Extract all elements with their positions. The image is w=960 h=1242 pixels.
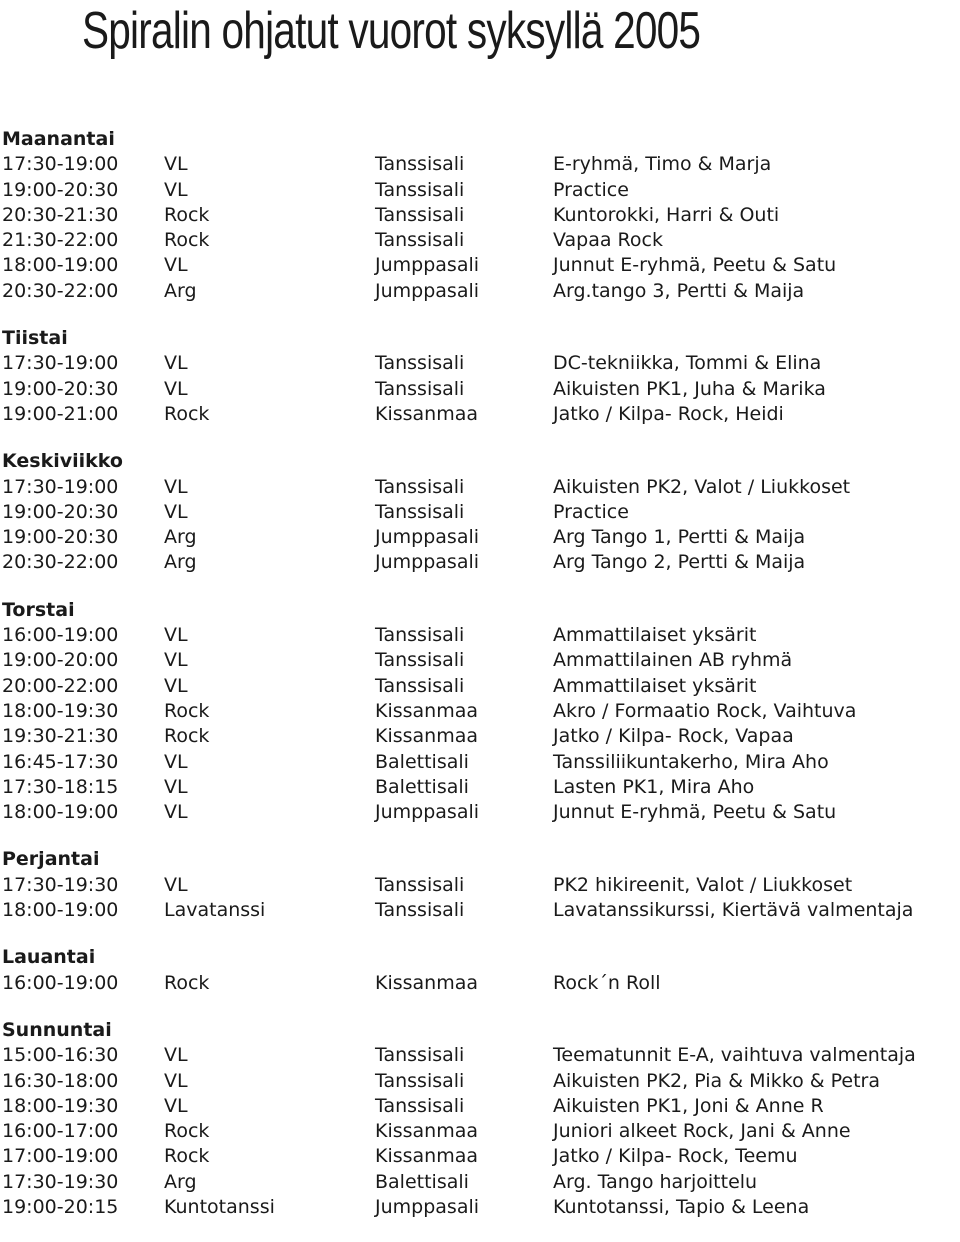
time-cell: 19:00-20:30 xyxy=(2,178,119,201)
hall-cell: Jumppasali xyxy=(375,279,480,302)
time-cell: 18:00-19:00 xyxy=(2,801,119,824)
dance-style-cell: Rock xyxy=(164,971,210,994)
time-cell: 20:30-21:30 xyxy=(2,203,119,226)
hall-cell: Jumppasali xyxy=(375,254,480,277)
dance-style-cell: VL xyxy=(164,873,188,896)
hall-cell: Jumppasali xyxy=(375,551,480,574)
hall-cell: Tanssisali xyxy=(375,899,465,922)
schedule-row xyxy=(2,279,960,304)
day-block-thursday xyxy=(2,598,960,826)
group-cell: Ammattilainen AB ryhmä xyxy=(553,649,793,672)
hall-cell: Balettisali xyxy=(375,750,469,773)
schedule-row xyxy=(2,1195,960,1220)
hall-cell: Kissanmaa xyxy=(375,699,479,722)
hall-cell: Tanssisali xyxy=(375,873,465,896)
dance-style-cell: VL xyxy=(164,750,188,773)
time-cell: 20:30-22:00 xyxy=(2,279,119,302)
group-cell: Tanssiliikuntakerho, Mira Aho xyxy=(553,750,829,773)
group-cell: Aikuisten PK2, Pia & Mikko & Petra xyxy=(553,1069,880,1092)
hall-cell: Tanssisali xyxy=(375,153,465,176)
schedule-row xyxy=(2,475,960,500)
dance-style-cell: VL xyxy=(164,775,188,798)
time-cell: 20:30-22:00 xyxy=(2,551,119,574)
group-cell: Lasten PK1, Mira Aho xyxy=(553,775,755,798)
hall-cell: Jumppasali xyxy=(375,526,480,549)
group-cell: Akro / Formaatio Rock, Vaihtuva xyxy=(553,699,857,722)
group-cell: PK2 hikireenit, Valot / Liukkoset xyxy=(553,873,853,896)
time-cell: 18:00-19:30 xyxy=(2,699,119,722)
schedule-row xyxy=(2,699,960,724)
schedule-row xyxy=(2,971,960,996)
schedule-row xyxy=(2,525,960,550)
hall-cell: Tanssisali xyxy=(375,229,465,252)
schedule xyxy=(2,127,960,1242)
dance-style-cell: Rock xyxy=(164,1145,210,1168)
hall-cell: Tanssisali xyxy=(375,352,465,375)
dance-style-cell: VL xyxy=(164,475,188,498)
schedule-row xyxy=(2,402,960,427)
dance-style-cell: Rock xyxy=(164,725,210,748)
hall-cell: Balettisali xyxy=(375,775,469,798)
hall-cell: Tanssisali xyxy=(375,1069,465,1092)
time-cell: 19:00-20:00 xyxy=(2,649,119,672)
hall-cell: Tanssisali xyxy=(375,500,465,523)
time-cell: 17:30-19:00 xyxy=(2,153,119,176)
schedule-row xyxy=(2,750,960,775)
schedule-row xyxy=(2,1119,960,1144)
group-cell: Junnut E-ryhmä, Peetu & Satu xyxy=(553,801,837,824)
schedule-row xyxy=(2,898,960,923)
time-cell: 17:30-18:15 xyxy=(2,775,119,798)
group-cell: E-ryhmä, Timo & Marja xyxy=(553,153,772,176)
hall-cell: Kissanmaa xyxy=(375,1120,479,1143)
hall-cell: Kissanmaa xyxy=(375,725,479,748)
schedule-row xyxy=(2,253,960,278)
dance-style-cell: VL xyxy=(164,377,188,400)
hall-cell: Tanssisali xyxy=(375,377,465,400)
group-cell: Teematunnit E-A, vaihtuva valmentaja xyxy=(553,1044,916,1067)
schedule-row xyxy=(2,178,960,203)
dance-style-cell: VL xyxy=(164,254,188,277)
time-cell: 17:30-19:00 xyxy=(2,475,119,498)
day-heading: Perjantai xyxy=(2,848,100,871)
schedule-row xyxy=(2,1144,960,1169)
schedule-row xyxy=(2,1094,960,1119)
day-heading: Tiistai xyxy=(2,327,68,350)
group-cell: Jatko / Kilpa- Rock, Teemu xyxy=(553,1145,798,1168)
schedule-row xyxy=(2,724,960,749)
group-cell: Arg Tango 1, Pertti & Maija xyxy=(553,526,806,549)
day-heading: Maanantai xyxy=(2,128,115,150)
schedule-row xyxy=(2,623,960,648)
time-cell: 21:30-22:00 xyxy=(2,229,119,252)
day-heading: Torstai xyxy=(2,598,75,621)
schedule-row xyxy=(2,674,960,699)
schedule-row xyxy=(2,351,960,376)
hall-cell: Balettisali xyxy=(375,1170,469,1193)
hall-cell: Tanssisali xyxy=(375,624,465,647)
time-cell: 19:00-20:30 xyxy=(2,377,119,400)
schedule-row xyxy=(2,203,960,228)
dance-style-cell: Arg xyxy=(164,526,197,549)
hall-cell: Kissanmaa xyxy=(375,402,479,425)
dance-style-cell: Rock xyxy=(164,1120,210,1143)
time-cell: 19:00-21:00 xyxy=(2,402,119,425)
dance-style-cell: Rock xyxy=(164,402,210,425)
group-cell: Arg Tango 2, Pertti & Maija xyxy=(553,551,806,574)
dance-style-cell: Arg xyxy=(164,279,197,302)
group-cell: Kuntorokki, Harri & Outi xyxy=(553,203,780,226)
dance-style-cell: VL xyxy=(164,178,188,201)
group-cell: Vapaa Rock xyxy=(553,229,663,252)
dance-style-cell: Arg xyxy=(164,1170,197,1193)
group-cell: Ammattilaiset yksärit xyxy=(553,674,757,697)
day-block-sunday xyxy=(2,1018,960,1220)
time-cell: 19:00-20:15 xyxy=(2,1195,119,1218)
group-cell: Lavatanssikurssi, Kiertävä valmentaja xyxy=(553,899,914,922)
group-cell: Aikuisten PK2, Valot / Liukkoset xyxy=(553,475,851,498)
group-cell: Junnut E-ryhmä, Peetu & Satu xyxy=(553,254,837,277)
group-cell: Arg.tango 3, Pertti & Maija xyxy=(553,279,805,302)
time-cell: 16:30-18:00 xyxy=(2,1069,119,1092)
group-cell: Jatko / Kilpa- Rock, Vapaa xyxy=(553,725,794,748)
group-cell: Rock´n Roll xyxy=(553,971,661,994)
schedule-row xyxy=(2,648,960,673)
group-cell: Practice xyxy=(553,500,629,523)
day-block-wednesday xyxy=(2,449,960,575)
dance-style-cell: Kuntotanssi xyxy=(164,1195,275,1218)
page-title: Spiralin ohjatut vuorot syksyllä 2005 xyxy=(82,2,701,60)
time-cell: 16:00-19:00 xyxy=(2,971,119,994)
hall-cell: Tanssisali xyxy=(375,1094,465,1117)
schedule-row xyxy=(2,873,960,898)
schedule-row xyxy=(2,152,960,177)
dance-style-cell: Rock xyxy=(164,203,210,226)
group-cell: Juniori alkeet Rock, Jani & Anne xyxy=(553,1120,851,1143)
time-cell: 16:00-19:00 xyxy=(2,624,119,647)
time-cell: 19:30-21:30 xyxy=(2,725,119,748)
hall-cell: Tanssisali xyxy=(375,203,465,226)
dance-style-cell: VL xyxy=(164,801,188,824)
time-cell: 17:30-19:00 xyxy=(2,352,119,375)
time-cell: 18:00-19:00 xyxy=(2,254,119,277)
group-cell: Aikuisten PK1, Joni & Anne R xyxy=(553,1094,824,1117)
dance-style-cell: VL xyxy=(164,649,188,672)
dance-style-cell: Rock xyxy=(164,699,210,722)
schedule-row xyxy=(2,1069,960,1094)
dance-style-cell: VL xyxy=(164,352,188,375)
dance-style-cell: VL xyxy=(164,674,188,697)
dance-style-cell: Arg xyxy=(164,551,197,574)
schedule-row xyxy=(2,377,960,402)
dance-style-cell: VL xyxy=(164,500,188,523)
time-cell: 16:00-17:00 xyxy=(2,1120,119,1143)
schedule-row xyxy=(2,228,960,253)
group-cell: DC-tekniikka, Tommi & Elina xyxy=(553,352,822,375)
time-cell: 18:00-19:00 xyxy=(2,899,119,922)
time-cell: 17:00-19:00 xyxy=(2,1145,119,1168)
dance-style-cell: VL xyxy=(164,624,188,647)
day-heading: Sunnuntai xyxy=(2,1018,112,1041)
hall-cell: Tanssisali xyxy=(375,649,465,672)
schedule-row xyxy=(2,1043,960,1068)
dance-style-cell: Rock xyxy=(164,229,210,252)
time-cell: 18:00-19:30 xyxy=(2,1094,119,1117)
schedule-row xyxy=(2,1170,960,1195)
hall-cell: Kissanmaa xyxy=(375,971,479,994)
dance-style-cell: VL xyxy=(164,1044,188,1067)
group-cell: Practice xyxy=(553,178,629,201)
hall-cell: Kissanmaa xyxy=(375,1145,479,1168)
group-cell: Kuntotanssi, Tapio & Leena xyxy=(553,1195,810,1218)
time-cell: 16:45-17:30 xyxy=(2,750,119,773)
group-cell: Jatko / Kilpa- Rock, Heidi xyxy=(553,402,784,425)
hall-cell: Jumppasali xyxy=(375,801,480,824)
hall-cell: Jumppasali xyxy=(375,1195,480,1218)
schedule-row xyxy=(2,800,960,825)
time-cell: 19:00-20:30 xyxy=(2,526,119,549)
day-block-tuesday xyxy=(2,326,960,427)
group-cell: Aikuisten PK1, Juha & Marika xyxy=(553,377,826,400)
day-block-friday xyxy=(2,847,960,923)
day-heading: Keskiviikko xyxy=(2,450,123,473)
day-heading: Lauantai xyxy=(2,946,96,969)
time-cell: 19:00-20:30 xyxy=(2,500,119,523)
dance-style-cell: VL xyxy=(164,1094,188,1117)
time-cell: 17:30-19:30 xyxy=(2,873,119,896)
day-block-monday xyxy=(2,127,960,304)
hall-cell: Tanssisali xyxy=(375,674,465,697)
dance-style-cell: VL xyxy=(164,1069,188,1092)
time-cell: 15:00-16:30 xyxy=(2,1044,119,1067)
dance-style-cell: Lavatanssi xyxy=(164,899,266,922)
group-cell: Arg. Tango harjoittelu xyxy=(553,1170,758,1193)
schedule-row xyxy=(2,500,960,525)
day-block-saturday xyxy=(2,945,960,996)
hall-cell: Tanssisali xyxy=(375,1044,465,1067)
time-cell: 17:30-19:30 xyxy=(2,1170,119,1193)
hall-cell: Tanssisali xyxy=(375,475,465,498)
time-cell: 20:00-22:00 xyxy=(2,674,119,697)
dance-style-cell: VL xyxy=(164,153,188,176)
group-cell: Ammattilaiset yksärit xyxy=(553,624,757,647)
schedule-row xyxy=(2,775,960,800)
hall-cell: Tanssisali xyxy=(375,178,465,201)
schedule-row xyxy=(2,550,960,575)
